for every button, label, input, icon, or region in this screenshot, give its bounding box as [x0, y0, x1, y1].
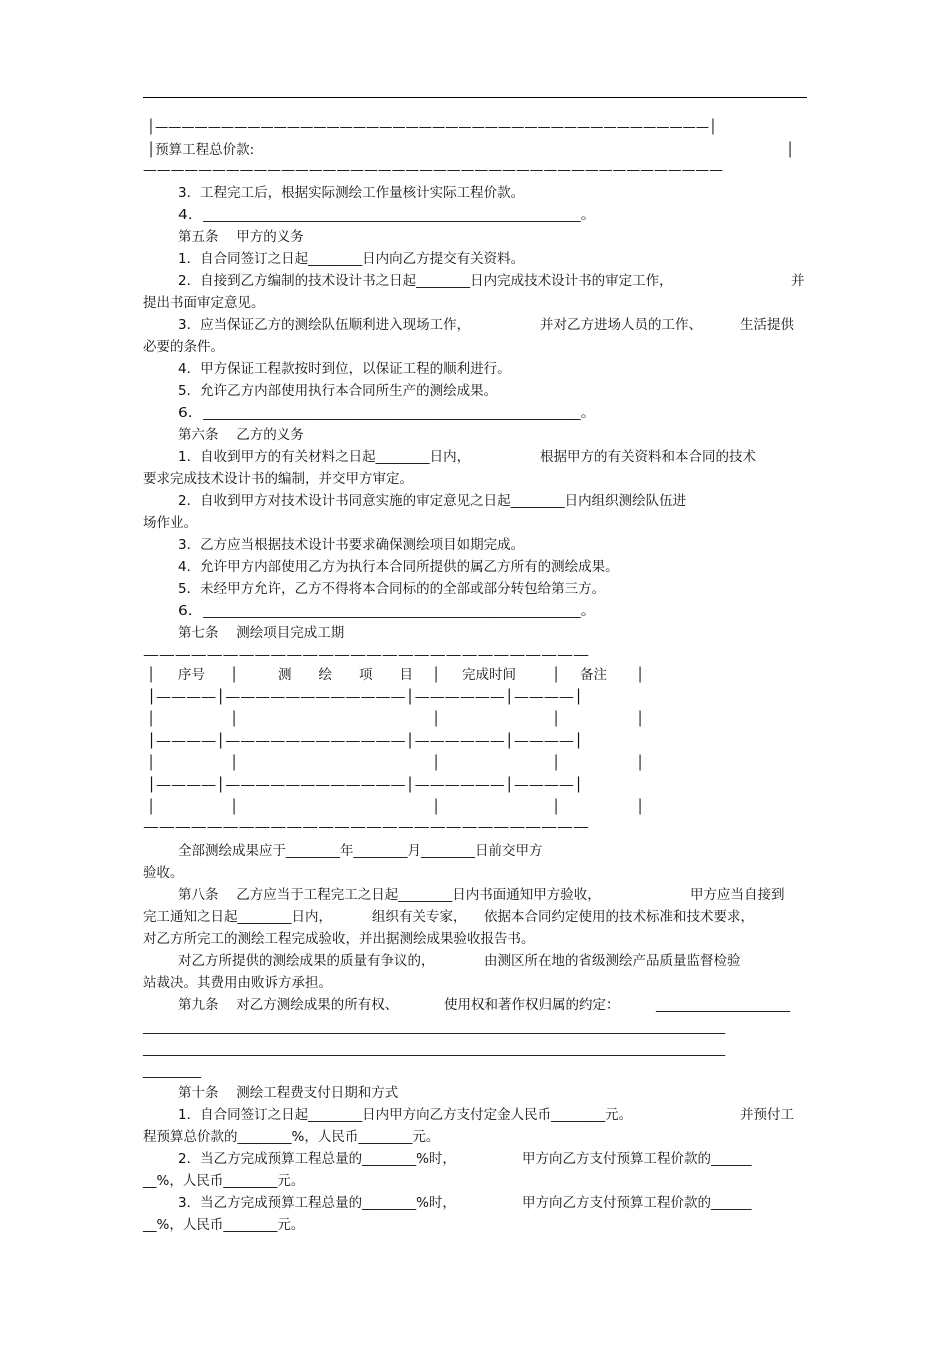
table-border: │	[147, 711, 156, 727]
article-heading: 第九条 对乙方测绘成果的所有权、	[178, 997, 399, 1013]
table-header-cell: 测 绘 项 目	[278, 667, 413, 683]
table-border: │	[147, 755, 156, 771]
document-line: __%，人民币________元。	[143, 1217, 305, 1233]
document-line: 使用权和著作权归属的约定：	[444, 997, 620, 1013]
document-line: 5．允许乙方内部使用执行本合同所生产的测绘成果。	[178, 383, 498, 399]
document-line: 根据甲方的有关资料和本合同的技术	[540, 449, 756, 465]
table-header-cell: 备注	[580, 667, 607, 683]
table-border: │	[432, 711, 441, 727]
article-heading: 第六条 乙方的义务	[178, 427, 304, 443]
document-line: 组织有关专家，	[372, 909, 467, 925]
table-border: │	[147, 667, 156, 683]
table-border: │	[636, 755, 645, 771]
document-line: 验收。	[143, 865, 184, 881]
table-border: │	[230, 667, 239, 683]
top-rule	[143, 97, 807, 98]
document-line: 3．乙方应当根据技术设计书要求确保测绘项目如期完成。	[178, 537, 525, 553]
table-border: │——————————————————————————————————————————│	[147, 119, 717, 135]
document-line: │预算工程总价款:	[147, 142, 255, 158]
document-line: 完工通知之日起________日内，	[143, 909, 332, 925]
document-line: 并	[791, 273, 805, 289]
document-line: 1．自合同签订之日起________日内向乙方提交有关资料。	[178, 251, 525, 267]
blank-fill-line: ____________________________________________________________________	[143, 1019, 725, 1035]
document-line: 4．_________________________________________________。	[178, 207, 596, 223]
document-line: 3．应当保证乙方的测绘队伍顺利进入现场工作，	[178, 317, 471, 333]
table-border: │	[786, 142, 795, 158]
table-border: │	[432, 799, 441, 815]
document-line: 并预付工	[740, 1107, 794, 1123]
document-line: 提出书面审定意见。	[143, 295, 265, 311]
article-heading: 第七条 测绘项目完成工期	[178, 625, 345, 641]
table-border: ————————————————————————————	[143, 819, 589, 835]
document-line: 6．_________________________________________________。	[178, 603, 596, 619]
document-line: 甲方应当自接到	[690, 887, 785, 903]
table-border: │	[147, 799, 156, 815]
table-border: │	[432, 667, 441, 683]
document-line: 生活提供	[740, 317, 794, 333]
table-header-cell: 完成时间	[462, 667, 516, 683]
article-heading: 第五条 甲方的义务	[178, 229, 304, 245]
table-border: │	[552, 667, 561, 683]
document-line: 甲方向乙方支付预算工程价款的______	[522, 1195, 752, 1211]
document-line: __%，人民币________元。	[143, 1173, 305, 1189]
table-header-cell: 序号	[178, 667, 205, 683]
document-line: 1．自合同签订之日起________日内甲方向乙方支付定金人民币________元。	[178, 1107, 633, 1123]
document-line: 2．自接到乙方编制的技术设计书之日起________日内完成技术设计书的审定工作，	[178, 273, 673, 289]
document-line: 要求完成技术设计书的编制，并交甲方审定。	[143, 471, 413, 487]
table-border: │	[552, 755, 561, 771]
table-border: ——————————————————————————————————————————	[143, 162, 723, 178]
table-border: │	[432, 755, 441, 771]
document-line: 对乙方所完工的测绘工程完成验收，并出据测绘成果验收报告书。	[143, 931, 535, 947]
table-border: │————│————————————│——————│————│	[147, 689, 583, 705]
table-border: │	[230, 799, 239, 815]
document-line: 4．甲方保证工程款按时到位，以保证工程的顺利进行。	[178, 361, 511, 377]
table-border: │————│————————————│——————│————│	[147, 733, 583, 749]
document-line: 3．工程完工后，根据实际测绘工作量核计实际工程价款。	[178, 185, 525, 201]
document-line: 场作业。	[143, 515, 197, 531]
article-heading: 第十条 测绘工程费支付日期和方式	[178, 1085, 399, 1101]
document-line: 对乙方所提供的测绘成果的质量有争议的，	[178, 953, 435, 969]
document-line: 4．允许甲方内部使用乙方为执行本合同所提供的属乙方所有的测绘成果。	[178, 559, 619, 575]
table-border: │————│————————————│——————│————│	[147, 777, 583, 793]
document-line: 甲方向乙方支付预算工程价款的______	[522, 1151, 752, 1167]
document-line: 程预算总价款的________%，人民币________元。	[143, 1129, 440, 1145]
document-line: 2．自收到甲方对技术设计书同意实施的审定意见之日起________日内组织测绘队伍进	[178, 493, 687, 509]
document-line: 6．_________________________________________________。	[178, 405, 596, 421]
document-line: 3．当乙方完成预算工程总量的________%时，	[178, 1195, 456, 1211]
document-line: 由测区所在地的省级测绘产品质量监督检验	[484, 953, 741, 969]
document-line: 1．自收到甲方的有关材料之日起________日内，	[178, 449, 471, 465]
table-border: │	[230, 711, 239, 727]
table-border: │	[552, 799, 561, 815]
document-line: 5．未经甲方允许，乙方不得将本合同标的的全部或部分转包给第三方。	[178, 581, 606, 597]
document-line: 依据本合同约定使用的技术标准和技术要求，	[484, 909, 754, 925]
table-border: │	[552, 711, 561, 727]
document-line: 站裁决。其费用由败诉方承担。	[143, 975, 332, 991]
blank-fill-line: _______	[143, 1063, 201, 1079]
document-line: 并对乙方进场人员的工作、	[540, 317, 702, 333]
table-border: │	[230, 755, 239, 771]
document-line: 必要的条件。	[143, 339, 224, 355]
table-border: │	[636, 799, 645, 815]
table-border: │	[636, 711, 645, 727]
table-border: │	[636, 667, 645, 683]
blank-fill-line: _________________	[656, 997, 790, 1013]
table-border: ————————————————————————————	[143, 647, 589, 663]
blank-fill-line: ____________________________________________________________________	[143, 1041, 725, 1057]
document-line: 2．当乙方完成预算工程总量的________%时，	[178, 1151, 456, 1167]
document-line: 全部测绘成果应于________年________月________日前交甲方	[178, 843, 543, 859]
article-heading: 第八条 乙方应当于工程完工之日起________日内书面通知甲方验收，	[178, 887, 601, 903]
